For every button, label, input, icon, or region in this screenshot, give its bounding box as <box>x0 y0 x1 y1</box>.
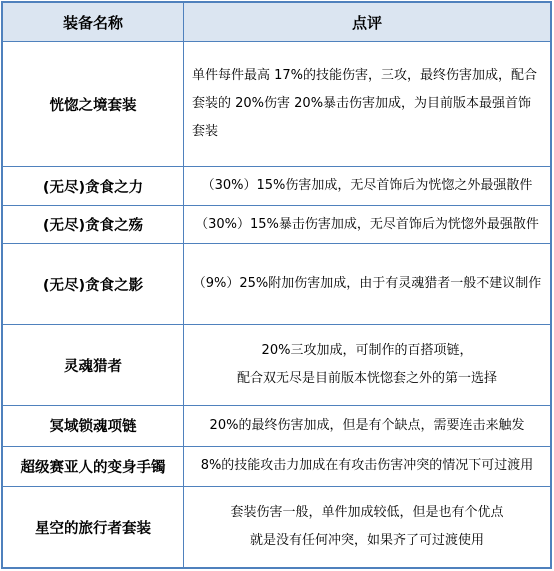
comment-line: 配合双无尽是目前版本恍惚套之外的第一选择 <box>236 371 497 387</box>
comment-line: （30%）15%暴击伤害加成，无尽首饰后为恍惚外最强散件 <box>195 216 539 232</box>
equipment-name: 超级赛亚人的变身手镯 <box>3 446 184 486</box>
equipment-comment <box>184 167 551 205</box>
table-row <box>3 42 551 167</box>
equipment-comment <box>184 325 551 406</box>
table-row <box>3 406 551 446</box>
comment-line: 就是没有任何冲突，如果齐了可过渡使用 <box>249 533 484 549</box>
header-equipment-name: 装备名称 <box>3 3 184 42</box>
equipment-name: 冥域锁魂项链 <box>3 406 184 446</box>
equipment-comment <box>184 244 551 325</box>
equipment-name: (无尽)贪食之力 <box>3 167 184 205</box>
comment-line: 20%三攻加成，可制作的百搭项链， <box>261 343 473 359</box>
equipment-comment <box>184 205 551 243</box>
equipment-name: 星空的旅行者套装 <box>3 487 184 568</box>
comment-line: 单件每件最高 17%的技能伤害，三攻，最终伤害加成，配合套装的 20%伤害 20%暴击伤害加成，为目前版本最强首饰套装 <box>192 68 538 140</box>
comment-line: 20%的最终伤害加成，但是有个缺点，需要连击来触发 <box>209 417 525 433</box>
header-comment: 点评 <box>184 3 551 42</box>
table-row <box>3 205 551 243</box>
equipment-comment <box>184 406 551 446</box>
equipment-comment <box>184 487 551 568</box>
table-row <box>3 446 551 486</box>
equipment-name: (无尽)贪食之殇 <box>3 205 184 243</box>
table-header-row <box>3 3 551 42</box>
comment-line: 8%的技能攻击力加成在有攻击伤害冲突的情况下可过渡用 <box>200 458 534 474</box>
table-row <box>3 325 551 406</box>
equipment-name: (无尽)贪食之影 <box>3 244 184 325</box>
comment-line: 套装伤害一般，单件加成较低，但是也有个优点 <box>230 505 504 521</box>
equipment-comment <box>184 42 551 167</box>
table-row <box>3 167 551 205</box>
equipment-review-table <box>2 2 551 568</box>
comment-line: （30%）15%伤害加成，无尽首饰后为恍惚之外最强散件 <box>201 178 533 194</box>
comment-line: （9%）25%附加伤害加成，由于有灵魂猎者一般不建议制作 <box>192 276 542 292</box>
equipment-name: 恍惚之境套装 <box>3 42 184 167</box>
equipment-name: 灵魂猎者 <box>3 325 184 406</box>
equipment-review-table-wrapper <box>1 1 552 569</box>
equipment-comment <box>184 446 551 486</box>
table-row <box>3 487 551 568</box>
table-row <box>3 244 551 325</box>
